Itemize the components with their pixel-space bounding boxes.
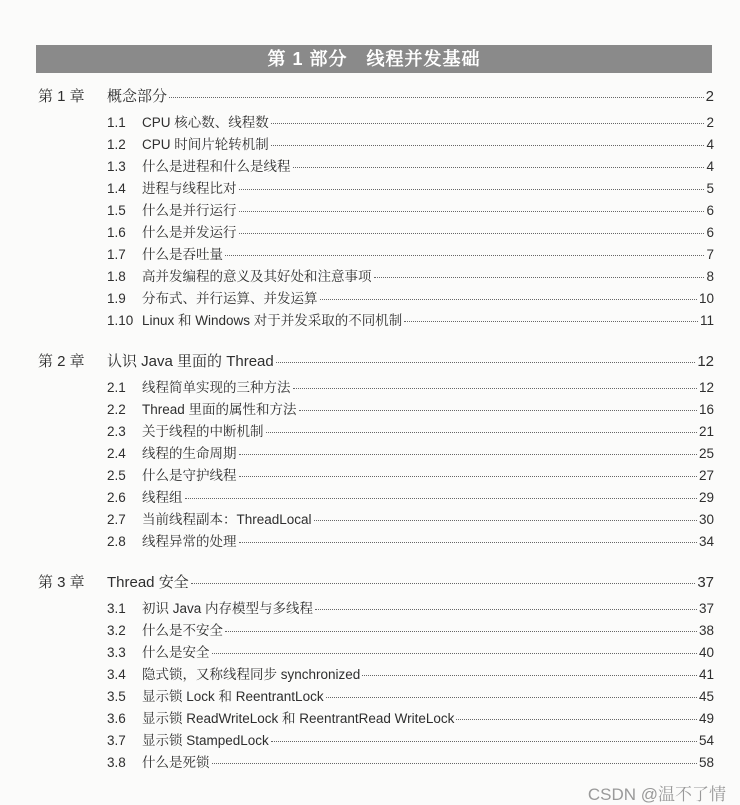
section-title: 高并发编程的意义及其好处和注意事项	[142, 269, 372, 284]
section-number: 1.1	[107, 115, 126, 130]
section-number: 2.1	[107, 380, 126, 395]
section-title: 显示锁 StampedLock	[142, 733, 269, 748]
section-number: 2.5	[107, 468, 126, 483]
section-number: 3.7	[107, 733, 126, 748]
page-number: 37	[698, 601, 714, 616]
section-number: 1.2	[107, 137, 126, 152]
page-number: 21	[698, 424, 714, 439]
page-number: 7	[706, 247, 714, 262]
page-number: 2	[706, 115, 714, 130]
section-title: 线程简单实现的三种方法	[142, 380, 291, 395]
section-entry[interactable]	[38, 222, 714, 244]
section-entry[interactable]	[38, 443, 714, 465]
section-title: CPU 核心数、线程数	[142, 115, 269, 130]
chapter-label: 第 1 章	[38, 88, 85, 105]
chapter-title: Thread 安全	[107, 574, 189, 591]
section-number: 1.3	[107, 159, 126, 174]
section-title: Thread 里面的属性和方法	[142, 402, 297, 417]
dot-leader	[293, 388, 697, 389]
watermark: CSDN @温不了情	[587, 785, 726, 804]
section-title: 线程组	[142, 490, 183, 505]
dot-leader	[169, 97, 704, 98]
section-number: 1.4	[107, 181, 126, 196]
page-number: 30	[698, 512, 714, 527]
dot-leader	[212, 763, 697, 764]
section-entry[interactable]	[38, 642, 714, 664]
section-number: 2.3	[107, 424, 126, 439]
section-number: 3.2	[107, 623, 126, 638]
chapter-title: 认识 Java 里面的 Thread	[107, 353, 274, 370]
page-number: 5	[706, 181, 714, 196]
section-entry[interactable]	[38, 134, 714, 156]
part-title-banner: 第 1 部分 线程并发基础	[36, 45, 712, 73]
page-number: 12	[698, 380, 714, 395]
section-number: 3.6	[107, 711, 126, 726]
section-title: 进程与线程比对	[142, 181, 237, 196]
page-number: 2	[705, 88, 714, 105]
section-number: 3.5	[107, 689, 126, 704]
section-entry[interactable]	[38, 178, 714, 200]
section-entry[interactable]	[38, 377, 714, 399]
section-title: 初识 Java 内存模型与多线程	[142, 601, 314, 616]
section-entry[interactable]	[38, 288, 714, 310]
section-title: 什么是不安全	[142, 623, 223, 638]
page-number: 34	[698, 534, 714, 549]
section-entry[interactable]	[38, 266, 714, 288]
dot-leader	[239, 542, 697, 543]
section-entry[interactable]	[38, 730, 714, 752]
section-title: 关于线程的中断机制	[142, 424, 264, 439]
section-number: 1.5	[107, 203, 126, 218]
dot-leader	[374, 277, 705, 278]
dot-leader	[315, 609, 697, 610]
dot-leader	[239, 233, 705, 234]
section-number: 3.8	[107, 755, 126, 770]
section-number: 2.8	[107, 534, 126, 549]
dot-leader	[212, 653, 697, 654]
dot-leader	[225, 255, 704, 256]
chapter-label: 第 2 章	[38, 353, 85, 370]
section-entry[interactable]	[38, 421, 714, 443]
section-title: 什么是吞吐量	[142, 247, 223, 262]
section-entry[interactable]	[38, 752, 714, 774]
chapter-entry[interactable]	[38, 84, 714, 110]
section-entry[interactable]	[38, 598, 714, 620]
page-number: 12	[697, 353, 714, 370]
section-title: 什么是守护线程	[142, 468, 237, 483]
dot-leader	[239, 476, 697, 477]
page-number: 58	[698, 755, 714, 770]
dot-leader	[225, 631, 697, 632]
section-title: 显示锁 ReadWriteLock 和 ReentrantRead WriteLock	[142, 711, 455, 726]
chapter-title: 概念部分	[107, 88, 168, 105]
section-title: CPU 时间片轮转机制	[142, 137, 269, 152]
section-number: 2.4	[107, 446, 126, 461]
section-entry[interactable]	[38, 487, 714, 509]
page-number: 4	[706, 137, 714, 152]
page-number: 29	[698, 490, 714, 505]
section-entry[interactable]	[38, 509, 714, 531]
section-title: 什么是进程和什么是线程	[142, 159, 291, 174]
table-of-contents	[38, 84, 714, 774]
section-number: 1.8	[107, 269, 126, 284]
section-entry[interactable]	[38, 686, 714, 708]
dot-leader	[293, 167, 705, 168]
chapter-label: 第 3 章	[38, 574, 85, 591]
section-entry[interactable]	[38, 200, 714, 222]
dot-leader	[271, 145, 705, 146]
section-number: 3.3	[107, 645, 126, 660]
section-number: 3.4	[107, 667, 126, 682]
dot-leader	[362, 675, 697, 676]
page-number: 10	[698, 291, 714, 306]
dot-leader	[271, 123, 705, 124]
dot-leader	[239, 189, 705, 190]
section-title: 什么是并行运行	[142, 203, 237, 218]
section-number: 2.2	[107, 402, 126, 417]
dot-leader	[239, 211, 705, 212]
page-number: 25	[698, 446, 714, 461]
section-title: 什么是安全	[142, 645, 210, 660]
section-entry[interactable]	[38, 664, 714, 686]
dot-leader	[456, 719, 697, 720]
section-title: 线程异常的处理	[142, 534, 237, 549]
section-entry[interactable]	[38, 620, 714, 642]
section-entry[interactable]	[38, 465, 714, 487]
section-title: 什么是并发运行	[142, 225, 237, 240]
page-number: 16	[698, 402, 714, 417]
dot-leader	[266, 432, 697, 433]
chapter-entry[interactable]	[38, 570, 714, 596]
page-number: 45	[698, 689, 714, 704]
section-title: 当前线程副本：ThreadLocal	[142, 512, 312, 527]
dot-leader	[239, 454, 697, 455]
dot-leader	[185, 498, 697, 499]
page-number: 37	[697, 574, 714, 591]
chapter-entry[interactable]	[38, 349, 714, 375]
dot-leader	[326, 697, 697, 698]
page-number: 8	[706, 269, 714, 284]
section-entry[interactable]	[38, 708, 714, 730]
section-number: 1.7	[107, 247, 126, 262]
section-title: 什么是死锁	[142, 755, 210, 770]
section-entry[interactable]	[38, 112, 714, 134]
section-title: 分布式、并行运算、并发运算	[142, 291, 318, 306]
page-number: 40	[698, 645, 714, 660]
page-number: 54	[698, 733, 714, 748]
section-number: 2.6	[107, 490, 126, 505]
section-number: 1.6	[107, 225, 126, 240]
section-entry[interactable]	[38, 399, 714, 421]
page-number: 11	[699, 313, 714, 328]
section-number: 2.7	[107, 512, 126, 527]
section-number: 1.10	[107, 313, 134, 328]
section-number: 1.9	[107, 291, 126, 306]
page-number: 6	[706, 203, 714, 218]
dot-leader	[404, 321, 698, 322]
page-number: 27	[698, 468, 714, 483]
section-title: Linux 和 Windows 对于并发采取的不同机制	[142, 313, 403, 328]
page-number: 4	[706, 159, 714, 174]
section-title: 显示锁 Lock 和 ReentrantLock	[142, 689, 324, 704]
page-number: 38	[698, 623, 714, 638]
page-number: 6	[706, 225, 714, 240]
dot-leader	[271, 741, 697, 742]
section-title: 线程的生命周期	[142, 446, 237, 461]
section-entry[interactable]	[38, 310, 714, 332]
page-number: 41	[698, 667, 714, 682]
section-entry[interactable]	[38, 244, 714, 266]
section-title: 隐式锁，又称线程同步 synchronized	[142, 667, 361, 682]
section-entry[interactable]	[38, 156, 714, 178]
dot-leader	[276, 362, 696, 363]
page-number: 49	[698, 711, 714, 726]
dot-leader	[191, 583, 696, 584]
dot-leader	[314, 520, 697, 521]
section-entry[interactable]	[38, 531, 714, 553]
dot-leader	[299, 410, 697, 411]
dot-leader	[320, 299, 697, 300]
section-number: 3.1	[107, 601, 126, 616]
